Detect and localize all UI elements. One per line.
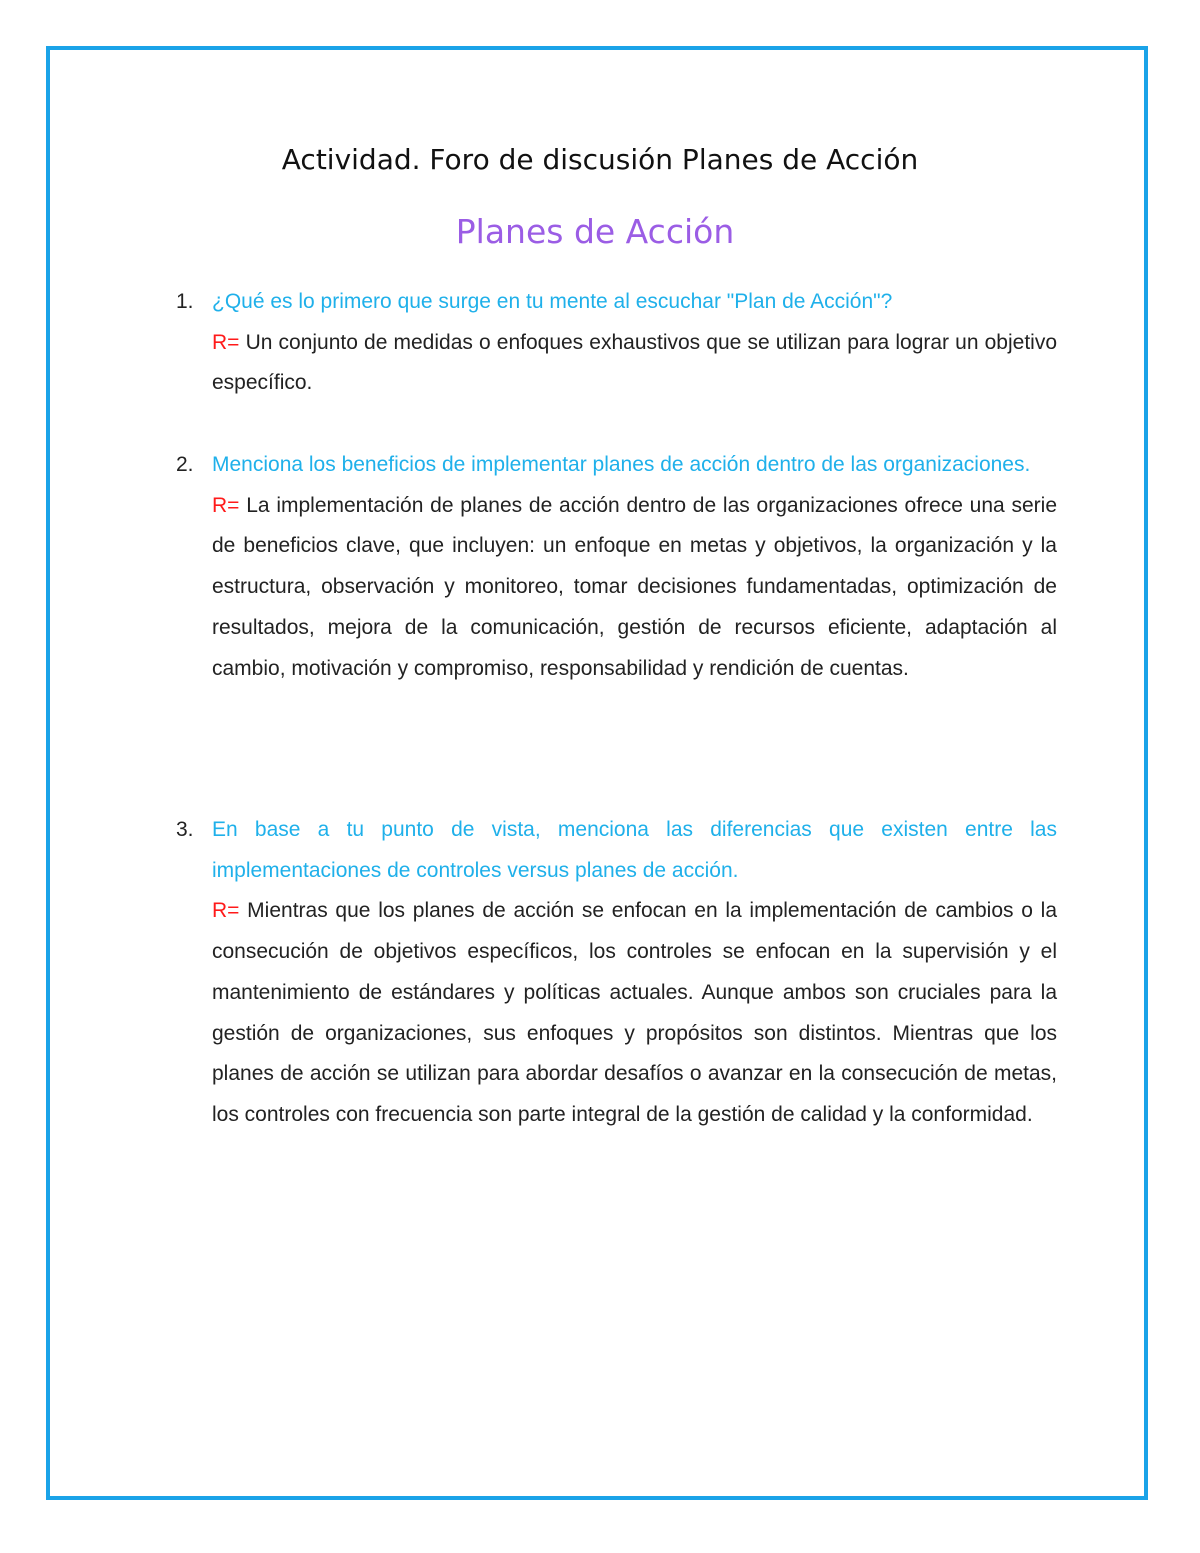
question-text: En base a tu punto de vista, menciona las diferencias que existen entre las implementaciones de controles versus planes de acción. [212, 818, 1057, 882]
document-subtitle: Planes de Acción [455, 212, 735, 251]
answer-text: Mientras que los planes de acción se enfocan en la implementación de cambios o la consecución de objetivos específicos, los controles se enfocan en la supervisión y el mantenimiento de estándares y políticas actuales. Aunque ambos son cruciales para la gestión de organizaciones, sus enfoques y propósitos son distintos. Mientras que los planes de acción se utilizan para abordar desafíos o avanzar en la consecución de metas, los controles con frecuencia son parte integral de la gestión de calidad y la conformidad. [212, 899, 1057, 1126]
item-number: 2. [176, 453, 194, 476]
question-text: ¿Qué es lo primero que surge en tu mente al escuchar "Plan de Acción"? [212, 290, 893, 313]
answer-label: R= [212, 493, 240, 517]
item-number: 3. [176, 818, 194, 841]
answer-text: La implementación de planes de acción dentro de las organizaciones ofrece una serie de beneficios clave, que incluyen: un enfoque en metas y objetivos, la organización y la estructura, observación y monitoreo, tomar decisiones fundamentadas, optimización de resultados, mejora de la comunicación, gestión de recursos eficiente, adaptación al cambio, motivación y compromiso, responsabilidad y rendición de cuentas. [212, 493, 1057, 680]
answer-text: Un conjunto de medidas o enfoques exhaustivos que se utilizan para lograr un objetivo específico. [212, 330, 1058, 395]
answer-label: R= [212, 899, 240, 923]
answer-paragraph [212, 486, 1057, 690]
question-text: Menciona los beneficios de implementar planes de acción dentro de las organizaciones. [212, 453, 1031, 476]
list-item-3 [176, 810, 1057, 1136]
answer-paragraph [212, 323, 1057, 404]
list-item-1 [176, 282, 1058, 404]
answer-label: R= [212, 330, 240, 354]
list-item-2 [176, 445, 1057, 689]
page-border [46, 46, 1148, 1500]
item-number: 1. [176, 290, 194, 313]
document-title: Actividad. Foro de discusión Planes de Acción [281, 143, 919, 176]
answer-paragraph [212, 891, 1057, 1135]
